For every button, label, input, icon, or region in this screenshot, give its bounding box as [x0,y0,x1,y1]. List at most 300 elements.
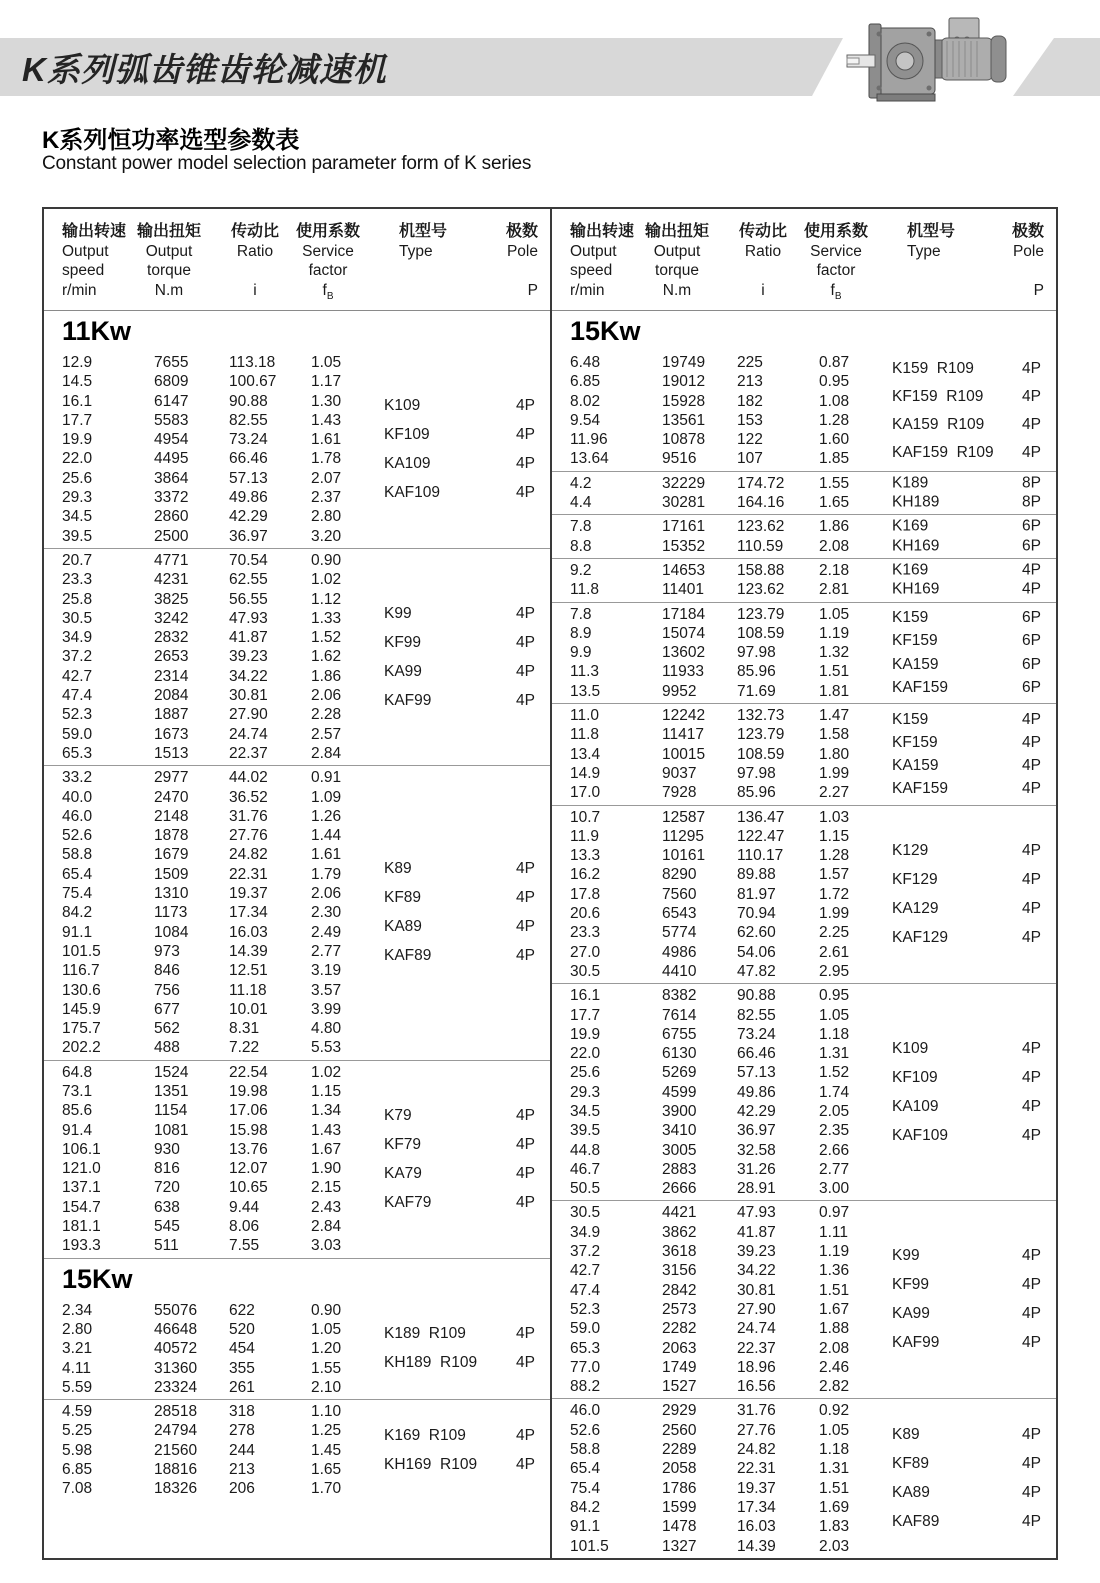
model-group [552,805,1056,984]
type-pole-line [892,1034,1054,1063]
output-torque-value: 1351 [154,1082,189,1100]
pole-value: 4P [516,1193,535,1211]
output-speed-value: 6.85 [62,1461,93,1479]
type-pole-line [892,923,1054,952]
ratio-value: 13.76 [229,1140,268,1158]
model-group [552,1200,1056,1398]
type-pole-list [384,1101,548,1217]
service-factor-value: 0.92 [819,1402,850,1420]
output-torque-value: 19012 [662,373,706,391]
output-torque-value: 545 [154,1218,180,1236]
type-pole-line [384,942,548,971]
pole-value: 4P [1022,1039,1041,1057]
ratio-value: 27.76 [229,827,268,845]
service-factor-value: 0.91 [311,769,342,787]
pole-value: 4P [516,947,535,965]
output-speed-value: 42.7 [62,667,93,685]
service-factor-value: 1.69 [819,1498,850,1516]
output-speed-value: 58.8 [570,1441,601,1459]
model-type: K169 R109 [384,1426,466,1444]
table-body-right [552,311,1056,1558]
ratio-value: 41.87 [737,1223,776,1241]
service-factor-value: 2.15 [311,1179,342,1197]
output-speed-value: 4.4 [570,494,592,512]
output-speed-value: 22.0 [62,450,93,468]
output-speed-value: 58.8 [62,846,93,864]
service-factor-value: 1.85 [819,450,850,468]
model-type: KH189 R109 [384,1354,478,1372]
output-speed-value: 106.1 [62,1140,101,1158]
service-factor-value: 1.28 [819,411,850,429]
ratio-value: 8.31 [229,1020,260,1038]
header-type: 机型号 Type [907,223,956,260]
service-factor-value: 1.31 [819,1460,850,1478]
service-factor-value: 2.80 [311,508,342,526]
output-speed-value: 25.6 [570,1064,601,1082]
output-speed-value: 91.1 [62,923,93,941]
output-torque-value: 19749 [662,354,706,371]
model-type: K159 [892,710,929,728]
service-factor-value: 2.61 [819,943,850,961]
ratio-value: 14.39 [737,1537,776,1555]
output-torque-value: 21560 [154,1441,198,1459]
model-type: K89 [384,860,412,878]
pole-value: 4P [516,1455,535,1473]
output-torque-value: 638 [154,1198,180,1216]
output-torque-value: 2500 [154,527,189,545]
model-type: K99 [384,604,412,622]
output-torque-value: 4954 [154,431,189,449]
service-factor-value: 1.62 [311,648,342,666]
output-speed-value: 30.5 [570,962,601,980]
ratio-value: 70.54 [229,551,268,569]
model-type: KAF159 R109 [892,443,994,461]
ratio-value: 113.18 [229,354,276,371]
ratio-value: 454 [229,1340,255,1358]
output-torque-value: 1524 [154,1063,189,1081]
service-factor-value: 0.95 [819,373,850,391]
type-pole-list [892,607,1054,700]
output-torque-value: 3156 [662,1262,697,1280]
type-pole-line [892,894,1054,923]
output-speed-value: 13.3 [570,847,601,865]
ratio-value: 24.82 [229,846,268,864]
ratio-value: 110.17 [737,847,784,865]
ratio-value: 16.03 [737,1518,776,1536]
output-speed-value: 65.4 [62,865,93,883]
output-speed-value: 34.9 [62,629,93,647]
ratio-value: 7.55 [229,1237,260,1255]
type-pole-line [384,1421,548,1450]
output-torque-value: 2860 [154,508,189,526]
type-pole-line [892,731,1054,754]
pole-value: 4P [516,691,535,709]
output-torque-value: 6543 [662,905,697,923]
ratio-value: 318 [229,1403,255,1421]
ratio-value: 85.96 [737,784,776,802]
pole-value: 6P [1022,518,1041,536]
type-pole-list [384,1320,548,1378]
pole-value: 4P [516,1325,535,1343]
ratio-value: 62.60 [737,924,776,942]
ratio-value: 17.06 [229,1102,268,1120]
type-pole-line [892,1063,1054,1092]
output-torque-value: 17184 [662,605,706,623]
output-torque-value: 15074 [662,624,706,642]
output-speed-value: 7.8 [570,605,592,623]
pole-value: 4P [1022,1513,1041,1531]
ratio-value: 39.23 [229,648,268,666]
ratio-value: 47.93 [737,1204,776,1222]
service-factor-value: 3.00 [819,1180,850,1198]
service-factor-value: 1.15 [311,1082,342,1100]
type-pole-list [892,355,1054,467]
table-body-left [44,311,550,1501]
model-type: K159 R109 [892,359,974,377]
table-row [552,1537,1056,1556]
output-torque-value: 488 [154,1039,180,1057]
service-factor-value: 0.87 [819,354,850,371]
output-torque-value: 31360 [154,1359,198,1377]
pole-value: 4P [1022,870,1041,888]
service-factor-value: 0.90 [311,551,342,569]
service-factor-value: 2.27 [819,784,850,802]
service-factor-value: 2.18 [819,561,850,579]
service-factor-value: 2.84 [311,744,342,762]
table-row [44,981,550,1000]
power-section [44,1258,550,1501]
ratio-value: 108.59 [737,745,785,763]
ratio-value: 15.98 [229,1121,268,1139]
output-torque-value: 3242 [154,609,189,627]
ratio-value: 18.96 [737,1358,776,1376]
ratio-value: 122 [737,431,763,449]
service-factor-value: 2.28 [311,706,342,724]
model-type: K189 R109 [384,1325,466,1343]
banner-bar-right [1000,38,1100,96]
pole-value: 4P [1022,1334,1041,1352]
output-torque-value: 28518 [154,1403,198,1421]
table-row [552,1401,1056,1420]
output-speed-value: 6.48 [570,354,601,371]
type-pole-line [384,1320,548,1349]
ratio-value: 122.47 [737,827,785,845]
output-torque-value: 6755 [662,1025,697,1043]
header-ratio: 传动比 Ratio i [230,223,279,299]
type-pole-line [384,1101,548,1130]
output-torque-value: 13602 [662,644,706,662]
ratio-value: 66.46 [737,1045,776,1063]
output-speed-value: 37.2 [62,648,93,666]
ratio-value: 12.07 [229,1160,268,1178]
output-speed-value: 91.1 [570,1518,601,1536]
output-torque-value: 4410 [662,962,697,980]
ratio-value: 22.37 [737,1339,776,1357]
model-type: KF79 [384,1135,422,1153]
ratio-value: 100.67 [229,373,277,391]
ratio-value: 82.55 [737,1006,776,1024]
model-type: KF99 [384,633,422,651]
output-speed-value: 39.5 [570,1122,601,1140]
type-pole-line [892,1092,1054,1121]
pole-value: 4P [1022,841,1041,859]
ratio-value: 73.24 [737,1025,776,1043]
header-output-torque: 输出扭矩 Output torque N.m [644,223,709,299]
ratio-value: 17.34 [229,904,268,922]
output-torque-value: 8290 [662,866,697,884]
output-speed-value: 85.6 [62,1102,93,1120]
ratio-value: 70.94 [737,905,776,923]
pole-value: 4P [1022,1455,1041,1473]
output-speed-value: 5.59 [62,1378,93,1396]
ratio-value: 136.47 [737,808,785,826]
model-group [552,703,1056,804]
service-factor-value: 1.05 [819,1006,850,1024]
ratio-value: 16.03 [229,923,268,941]
output-torque-value: 1513 [154,744,189,762]
output-torque-value: 32229 [662,474,706,492]
output-speed-value: 6.85 [570,373,601,391]
ratio-value: 19.37 [229,885,268,903]
output-speed-value: 47.4 [570,1281,601,1299]
output-speed-value: 52.6 [570,1421,601,1439]
model-type: KA129 [892,899,939,917]
ratio-value: 36.97 [229,527,268,545]
output-speed-value: 46.0 [570,1402,601,1420]
output-torque-value: 11933 [662,663,704,681]
output-torque-value: 13561 [662,411,706,429]
model-type: KF99 [892,1276,930,1294]
ratio-value: 90.88 [229,392,268,410]
table-half-left [44,209,550,1558]
output-torque-value: 9037 [662,764,697,782]
service-factor-value: 2.08 [819,537,850,555]
output-torque-value: 10878 [662,431,706,449]
output-speed-value: 34.5 [62,508,93,526]
output-torque-value: 1081 [154,1121,189,1139]
output-torque-value: 1327 [662,1537,697,1555]
table-row [44,1479,550,1498]
output-speed-value: 16.1 [570,987,601,1005]
service-factor-value: 1.28 [819,847,850,865]
service-factor-value: 2.25 [819,924,850,942]
service-factor-value: 2.77 [311,942,342,960]
ratio-value: 62.55 [229,571,268,589]
pole-value: 4P [1022,1068,1041,1086]
output-speed-value: 16.2 [570,866,601,884]
output-speed-value: 25.8 [62,590,93,608]
output-speed-value: 101.5 [570,1537,609,1555]
service-factor-value: 1.45 [311,1441,342,1459]
output-torque-value: 816 [154,1160,180,1178]
output-speed-value: 30.5 [62,609,93,627]
ratio-value: 16.56 [737,1378,776,1396]
output-speed-value: 27.0 [570,943,601,961]
type-pole-line [384,657,548,686]
output-torque-value: 677 [154,1000,180,1018]
ratio-value: 28.91 [737,1180,776,1198]
service-factor-value: 2.66 [819,1141,850,1159]
pole-value: 4P [516,860,535,878]
ratio-value: 27.90 [229,706,268,724]
ratio-value: 9.44 [229,1198,260,1216]
ratio-value: 19.37 [737,1479,776,1497]
model-type: KF109 [892,1068,938,1086]
service-factor-value: 1.52 [819,1064,850,1082]
ratio-value: 30.81 [229,687,268,705]
service-factor-value: 1.47 [819,707,850,725]
output-torque-value: 2063 [662,1339,697,1357]
ratio-value: 164.16 [737,494,785,512]
output-speed-value: 202.2 [62,1039,101,1057]
type-pole-line [384,686,548,715]
service-factor-value: 2.81 [819,581,850,599]
output-torque-value: 15928 [662,392,706,410]
output-speed-value: 193.3 [62,1237,101,1255]
output-speed-value: 13.64 [570,450,609,468]
type-pole-list [892,474,1054,513]
output-torque-value: 720 [154,1179,180,1197]
output-torque-value: 23324 [154,1378,198,1396]
output-speed-value: 29.3 [62,489,93,507]
service-factor-value: 0.95 [819,987,850,1005]
table-row [44,1301,550,1320]
output-torque-value: 12242 [662,707,706,725]
pole-value: 4P [516,604,535,622]
model-group [44,1060,550,1258]
output-torque-value: 17161 [662,518,706,536]
service-factor-value: 1.86 [311,667,342,685]
output-speed-value: 30.5 [570,1204,601,1222]
table-row [552,962,1056,981]
ratio-value: 182 [737,392,763,410]
ratio-value: 158.88 [737,561,785,579]
service-factor-value: 1.30 [311,392,342,410]
output-torque-value: 2832 [154,629,189,647]
ratio-value: 89.88 [737,866,776,884]
header-output-speed: 输出转速 Output speed r/min [570,223,635,299]
table-row [552,1179,1056,1198]
ratio-value: 36.97 [737,1122,776,1140]
service-factor-value: 1.05 [819,605,850,623]
service-factor-value: 1.02 [311,571,342,589]
table-row [552,1203,1056,1222]
table-row [44,1082,550,1101]
table-row [44,1378,550,1397]
type-pole-line [892,439,1054,467]
pole-value: 4P [516,483,535,501]
type-pole-line [892,653,1054,676]
output-speed-value: 20.7 [62,551,93,569]
output-speed-value: 2.34 [62,1301,93,1319]
header-type: 机型号 Type [399,223,448,260]
service-factor-value: 3.57 [311,981,342,999]
service-factor-value: 2.82 [819,1378,850,1396]
ratio-value: 42.29 [737,1102,776,1120]
ratio-value: 213 [737,373,763,391]
service-factor-value: 5.53 [311,1039,342,1057]
model-type: KA109 [384,454,431,472]
ratio-value: 7.22 [229,1039,260,1057]
model-type: K169 [892,518,929,536]
service-factor-value: 1.79 [311,865,342,883]
output-torque-value: 1878 [154,827,189,845]
service-factor-value: 1.05 [819,1421,850,1439]
power-section [44,311,550,1258]
service-factor-value: 1.34 [311,1102,342,1120]
model-type: KA89 [384,918,422,936]
ratio-value: 19.98 [229,1082,268,1100]
output-torque-value: 2560 [662,1421,697,1439]
output-speed-value: 40.0 [62,788,93,806]
ratio-value: 57.13 [737,1064,776,1082]
output-torque-value: 1749 [662,1358,697,1376]
service-factor-value: 1.90 [311,1160,342,1178]
type-pole-line [384,478,548,507]
ratio-value: 12.51 [229,962,268,980]
service-factor-value: 2.03 [819,1537,850,1555]
header-service-factor: 使用系数 Service factor $f_B$ [295,223,360,302]
output-speed-value: 16.1 [62,392,93,410]
service-factor-value: 1.83 [819,1518,850,1536]
model-type: KA99 [892,1305,930,1323]
type-pole-line [384,599,548,628]
model-type: K89 [892,1426,920,1444]
service-factor-value: 2.30 [311,904,342,922]
output-torque-value: 2058 [662,1460,697,1478]
service-factor-value: 2.77 [819,1160,850,1178]
type-pole-line [384,884,548,913]
output-torque-value: 11401 [662,581,704,599]
pole-value: 4P [1022,1126,1041,1144]
ratio-value: 622 [229,1301,255,1319]
pole-value: 4P [516,1164,535,1182]
model-type: KF159 [892,632,938,650]
output-torque-value: 2148 [154,807,189,825]
output-torque-value: 1154 [154,1102,188,1120]
service-factor-value: 0.97 [819,1204,850,1222]
type-pole-line [384,1188,548,1217]
model-type: KAF109 [384,483,441,501]
service-factor-value: 1.78 [311,450,342,468]
table-header [552,209,1056,311]
ratio-value: 174.72 [737,474,785,492]
model-type: K109 [384,396,421,414]
output-speed-value: 52.3 [62,706,93,724]
model-type: KAF109 [892,1126,949,1144]
ratio-value: 34.22 [229,667,268,685]
output-torque-value: 4421 [662,1204,697,1222]
type-pole-list [892,836,1054,952]
output-speed-value: 22.0 [570,1045,601,1063]
header-pole: 极数 Pole P [1011,223,1044,299]
ratio-value: 132.73 [737,707,785,725]
model-type: KF89 [384,889,422,907]
output-speed-value: 9.9 [570,644,592,662]
table-row [44,527,550,546]
ratio-value: 47.82 [737,962,776,980]
service-factor-value: 1.20 [311,1340,342,1358]
output-speed-value: 52.3 [570,1300,601,1318]
model-group [552,558,1056,602]
table-row [552,1377,1056,1396]
model-type: KA89 [892,1484,930,1502]
model-type: KA159 [892,655,939,673]
output-torque-value: 12587 [662,808,706,826]
pole-value: 4P [516,425,535,443]
output-torque-value: 2282 [662,1320,697,1338]
service-factor-value: 1.81 [819,682,850,700]
